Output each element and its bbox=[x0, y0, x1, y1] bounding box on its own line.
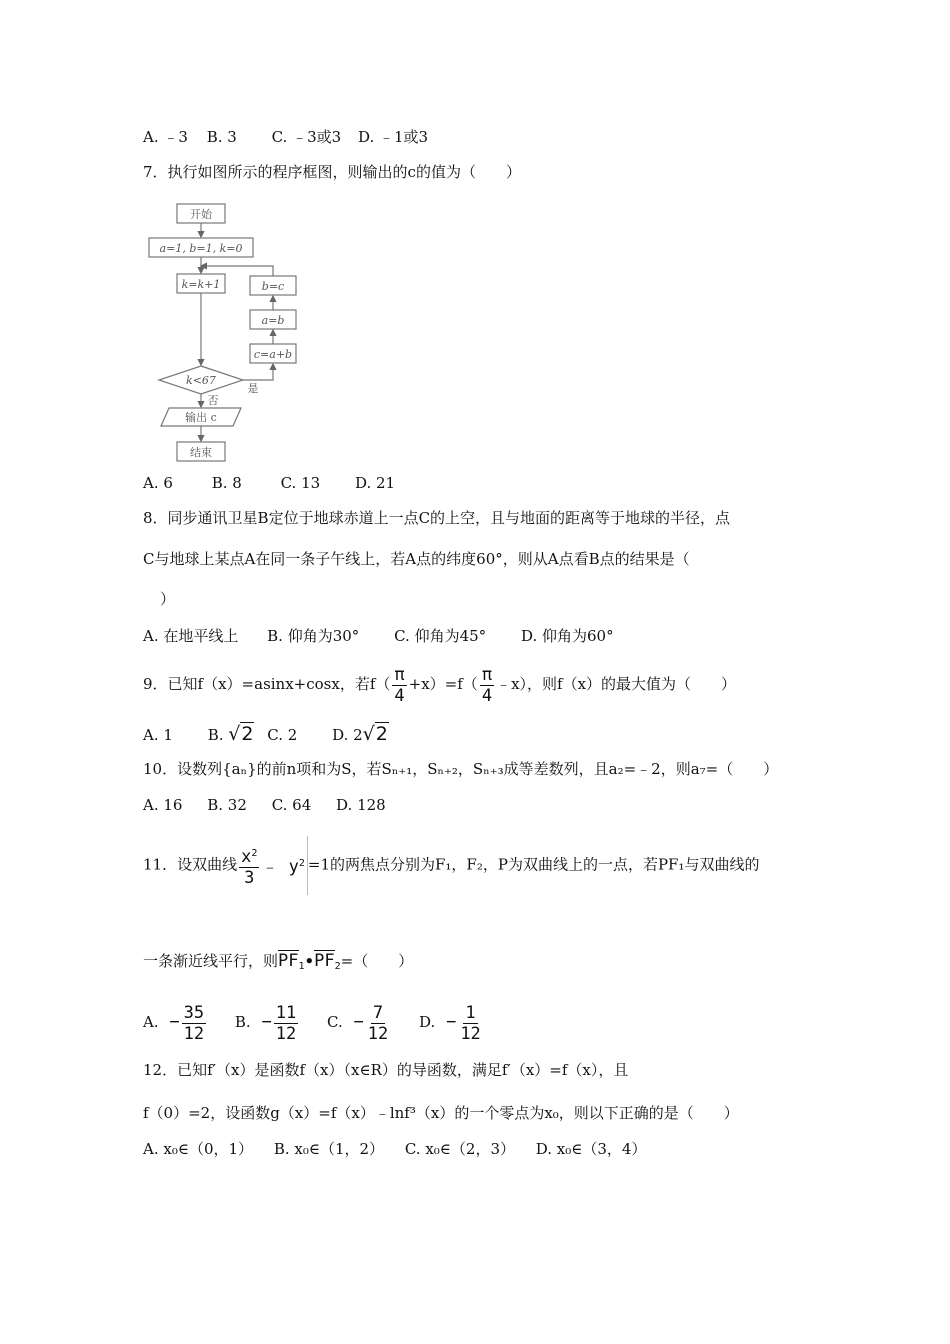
q7-options bbox=[143, 472, 395, 494]
q9-options bbox=[143, 720, 389, 749]
q10-option-d: D. 128 bbox=[336, 796, 386, 814]
frac-num: 1 bbox=[465, 1002, 476, 1023]
q7-option-c: C. 13 bbox=[280, 474, 321, 492]
q11-frac-x2-over-3 bbox=[239, 844, 259, 888]
q7-option-b: B. 8 bbox=[211, 474, 242, 492]
q8-line2: C与地球上某点A在同一条子午线上，若A点的纬度60°，则从A点看B点的结果是（ bbox=[143, 550, 690, 568]
q7-stem: 7．执行如图所示的程序框图，则输出的c的值为（ ） bbox=[143, 163, 521, 181]
q9-option-a: A. 1 bbox=[143, 726, 173, 744]
frac-num: 35 bbox=[183, 1002, 205, 1023]
q6-options bbox=[143, 126, 428, 148]
q7-option-a: A. 6 bbox=[143, 474, 173, 492]
q9-option-b: B. bbox=[207, 726, 224, 744]
q7-flowchart bbox=[143, 196, 313, 468]
flow-b-label: b=c bbox=[261, 280, 285, 293]
q11-line2 bbox=[143, 944, 413, 984]
flow-no-label: 否 bbox=[207, 394, 219, 407]
q11-options bbox=[143, 1000, 485, 1044]
q8-option-a: A. 在地平线上 bbox=[143, 627, 239, 645]
flow-init-label: a=1, b=1, k=0 bbox=[159, 242, 243, 255]
q12-option-d: D. x₀∈（3，4） bbox=[535, 1140, 647, 1158]
q8-option-d: D. 仰角为60° bbox=[520, 627, 614, 645]
frac-den: 12 bbox=[367, 1023, 389, 1044]
q8-option-c: C. 仰角为45° bbox=[394, 627, 487, 645]
q9-frac-den: 4 bbox=[481, 685, 493, 706]
q9-radicand-d: 2 bbox=[375, 723, 388, 745]
q8-line3: ） bbox=[160, 590, 176, 608]
q11-stem bbox=[143, 836, 759, 895]
q6-option-a: A. ﹣3 bbox=[143, 128, 188, 146]
frac-den: 12 bbox=[275, 1023, 297, 1044]
flow-a-label: a=b bbox=[261, 314, 285, 327]
q8-option-b: B. 仰角为30° bbox=[267, 627, 360, 645]
q10-option-a: A. 16 bbox=[143, 796, 183, 814]
q11-option-b-label: B. bbox=[234, 1013, 251, 1031]
flow-start-label: 开始 bbox=[190, 208, 212, 221]
q9-option-d: D. 2 bbox=[332, 726, 363, 744]
q11-minus-c: − bbox=[353, 1012, 364, 1032]
frac-num: 7 bbox=[372, 1002, 384, 1023]
q11-minus-b: − bbox=[261, 1012, 272, 1032]
q9-frac-pi-over-4-a bbox=[392, 665, 406, 706]
q11-option-c-frac bbox=[366, 1003, 390, 1044]
q11-prefix: 11．设双曲线 bbox=[143, 855, 238, 874]
q9-prefix: 9．已知f（x）=asinx+cosx，若f（ bbox=[143, 675, 391, 693]
q9-frac-den: 4 bbox=[394, 685, 405, 706]
q6-option-d: D. ﹣1或3 bbox=[357, 128, 429, 146]
q11-vector-pf1: $PF_1$ bbox=[278, 951, 305, 972]
q11-frac-den: 3 bbox=[244, 867, 255, 888]
q12-option-b: B. x₀∈（1，2） bbox=[273, 1140, 385, 1158]
q10-stem: 10．设数列{aₙ}的前n项和为S，若Sₙ₊₁，Sₙ₊₂，Sₙ₊₃成等差数列，且a₂=﹣2，则a₇=（ ） bbox=[143, 760, 779, 778]
q11-vector-pf2: $PF_2$ bbox=[314, 951, 341, 972]
q11-line2-prefix: 一条渐近线平行，则 bbox=[143, 952, 279, 970]
q9-mid1: +x）=f（ bbox=[408, 675, 478, 693]
q10-option-c: C. 64 bbox=[271, 796, 312, 814]
q11-dot: • bbox=[304, 952, 315, 970]
q11-option-d-frac bbox=[458, 1003, 482, 1044]
q12-option-a: A. x₀∈（0，1） bbox=[143, 1140, 254, 1158]
q11-minus-y: ﹣ $y^2$ bbox=[261, 857, 305, 877]
q9-sqrt-2-icon: √2 bbox=[228, 723, 254, 745]
q11-minus-a: − bbox=[169, 1012, 180, 1032]
q9-stem bbox=[143, 656, 736, 712]
q12-line1: 12．已知f′（x）是函数f（x）（x∈R）的导函数，满足f′（x）=f（x），且 bbox=[143, 1061, 629, 1079]
q10-options bbox=[143, 794, 386, 816]
frac-den: 12 bbox=[460, 1023, 481, 1044]
q11-suffix: =1的两焦点分别为F₁，F₂，P为双曲线上的一点，若PF₁与双曲线的 bbox=[307, 855, 760, 874]
q7-option-d: D. 21 bbox=[354, 474, 396, 492]
flow-c-label: c=a+b bbox=[253, 348, 293, 361]
q9-mid2: ﹣x），则f（x）的最大值为（ ） bbox=[496, 675, 737, 693]
q11-option-a-frac bbox=[182, 1003, 206, 1044]
q11-option-a-label: A. bbox=[143, 1013, 159, 1031]
q11-frac-num: $x^2$ bbox=[239, 844, 259, 868]
flow-condition-label: k<67 bbox=[186, 374, 216, 387]
flow-increment-label: k=k+1 bbox=[181, 278, 221, 291]
q9-radicand: 2 bbox=[241, 723, 254, 745]
q11-option-c-label: C. bbox=[327, 1013, 343, 1031]
q11-option-b-frac bbox=[274, 1003, 298, 1044]
q11-minus-d: − bbox=[446, 1012, 457, 1032]
q6-option-c: C. ﹣3或3 bbox=[271, 128, 342, 146]
flow-output-label: 输出 c bbox=[185, 411, 217, 424]
flow-end-label: 结束 bbox=[190, 446, 212, 459]
flow-yes-label: 是 bbox=[247, 382, 259, 395]
q11-option-d-label: D. bbox=[419, 1013, 436, 1031]
q9-sqrt-2-icon-d: √2 bbox=[362, 723, 388, 745]
q9-option-c: C. 2 bbox=[267, 726, 298, 744]
q10-option-b: B. 32 bbox=[207, 796, 247, 814]
q11-line2-suffix: =（ ） bbox=[340, 952, 414, 970]
frac-den: 12 bbox=[183, 1023, 205, 1044]
q12-options bbox=[143, 1138, 646, 1160]
frac-num: 11 bbox=[275, 1002, 297, 1023]
q8-options bbox=[143, 625, 614, 647]
q9-frac-pi-over-4-b bbox=[480, 665, 494, 706]
q8-line1: 8．同步通讯卫星B定位于地球赤道上一点C的上空，且与地面的距离等于地球的半径，点 bbox=[143, 509, 731, 527]
q6-option-b: B. 3 bbox=[206, 128, 237, 146]
q12-line2: f（0）=2，设函数g（x）=f（x）﹣lnf³（x）的一个零点为x₀，则以下正确的是（ ） bbox=[143, 1104, 739, 1122]
q12-option-c: C. x₀∈（2，3） bbox=[404, 1140, 515, 1158]
q11-hyperbola-expr bbox=[237, 836, 308, 895]
q9-frac-num: π bbox=[394, 664, 405, 685]
q9-frac-num: π bbox=[481, 664, 493, 685]
